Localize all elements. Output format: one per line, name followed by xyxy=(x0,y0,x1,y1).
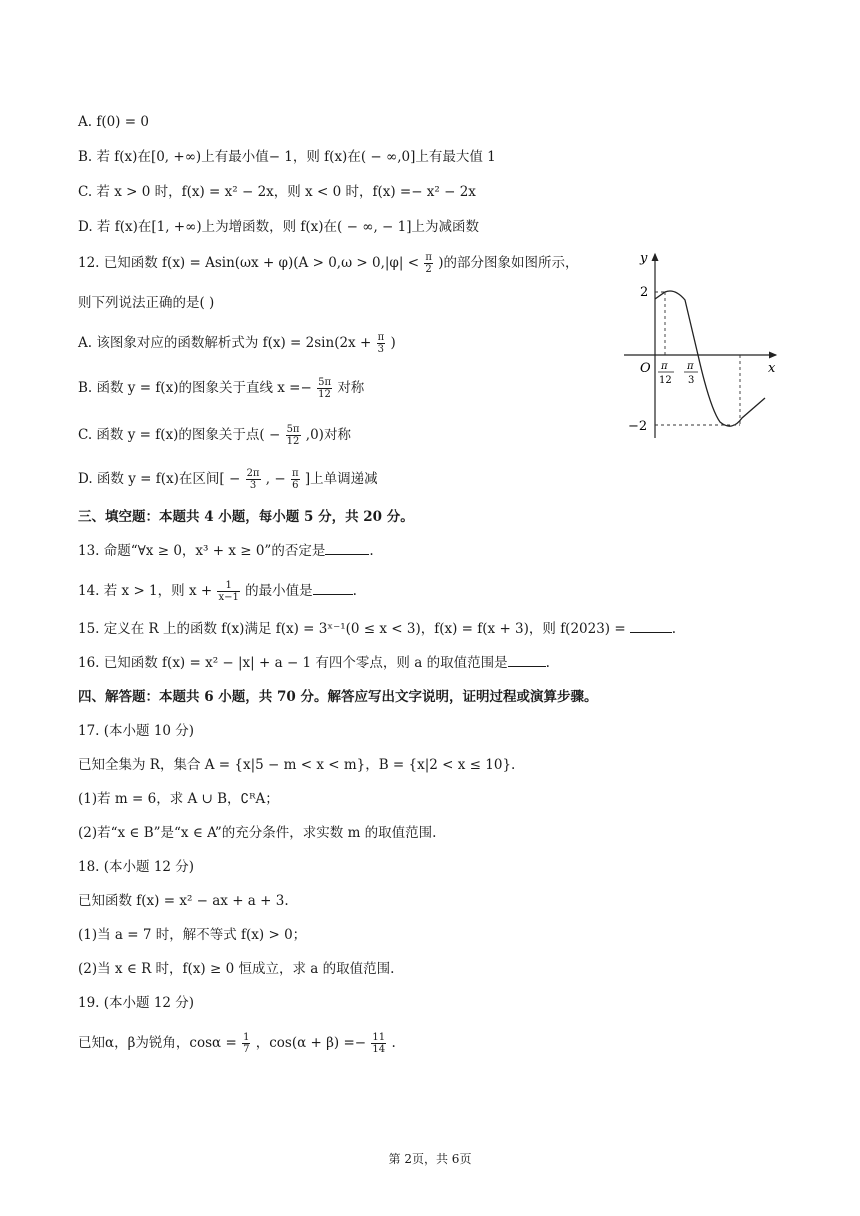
origin-label: O xyxy=(640,361,651,376)
fraction-numerator: 2π xyxy=(246,468,260,479)
q18-stem: 已知函数 f(x) = x² − ax + a + 3. xyxy=(78,893,289,909)
q17-part2: (2)若“x ∈ B”是“x ∈ A”的充分条件，求实数 m 的取值范围. xyxy=(78,825,437,841)
q16 xyxy=(78,654,550,672)
q19-fraction-1 xyxy=(242,1032,250,1055)
q14 xyxy=(78,580,357,603)
q12-stem-text-end: )的部分图象如图所示， xyxy=(438,255,579,271)
q13-answer-blank xyxy=(325,542,369,555)
q12-stem-text: 12. 已知函数 f(x) = Asin(ωx + φ)(A > 0,ω > 0,|φ| < xyxy=(78,255,420,271)
q15 xyxy=(78,620,676,638)
fraction-denominator: 2 xyxy=(425,264,432,275)
q19-text: 已知α，β为锐角，cosα = xyxy=(78,1035,237,1051)
q14-text-end: . xyxy=(352,583,357,599)
q13 xyxy=(78,542,374,560)
q15-text-end: . xyxy=(671,621,676,637)
q12-option-d-text-mid: , − xyxy=(265,471,286,487)
q12-stem-fraction xyxy=(424,252,433,275)
q12-option-c-text: C. 函数 y = f(x)的图象关于点( − xyxy=(78,427,281,443)
fraction-denominator: 14 xyxy=(372,1044,386,1055)
q18-part2: (2)当 x ∈ R 时，f(x) ≥ 0 恒成立，求 a 的取值范围. xyxy=(78,961,395,977)
fraction-denominator: 12 xyxy=(318,389,331,400)
q12-option-b-fraction xyxy=(317,377,332,400)
q12-option-d-text: D. 函数 y = f(x)在区间[ − xyxy=(78,471,241,487)
fraction-numerator: 5π xyxy=(318,377,332,388)
q12-stem-line2: 则下列说法正确的是( ) xyxy=(78,295,215,311)
q17-title: 17. (本小题 10 分) xyxy=(78,723,195,739)
q16-answer-blank xyxy=(508,654,546,667)
q12-option-d xyxy=(78,468,378,491)
tick1-den: 12 xyxy=(659,375,672,386)
q14-text: 14. 若 x > 1，则 x + xyxy=(78,583,213,599)
q19-stem xyxy=(78,1032,396,1055)
fraction-numerator: 1 xyxy=(243,1032,250,1043)
q15-answer-blank xyxy=(630,620,672,633)
page-footer: 第 2页，共 6页 xyxy=(388,1152,472,1166)
q18-part1: (1)当 a = 7 时，解不等式 f(x) > 0； xyxy=(78,927,307,943)
q17-part1: (1)若 m = 6，求 A ∪ B，∁ᴿA； xyxy=(78,791,279,807)
q12-option-a-fraction xyxy=(377,332,386,355)
fraction-numerator: π xyxy=(292,468,299,479)
q11-option-c: C. 若 x > 0 时，f(x) = x² − 2x，则 x < 0 时，f(x) =− x² − 2x xyxy=(78,184,476,200)
q12-option-b xyxy=(78,377,364,400)
q15-text: 15. 定义在 R 上的函数 f(x)满足 f(x) = 3ˣ⁻¹(0 ≤ x < 3)，f(x) = f(x + 3)，则 f(2023) = xyxy=(78,621,626,637)
q16-text-end: . xyxy=(545,655,550,671)
sine-curve xyxy=(655,291,765,426)
q11-option-b: B. 若 f(x)在[0, +∞)上有最小值− 1，则 f(x)在( − ∞,0]上有最大值 1 xyxy=(78,149,496,165)
q11-option-d: D. 若 f(x)在[1, +∞)上为增函数，则 f(x)在( − ∞, − 1]上为减函数 xyxy=(78,219,480,235)
q12-option-d-text-end: ]上单调递减 xyxy=(304,471,378,487)
fraction-denominator: x−1 xyxy=(218,592,239,603)
q11-option-a: A. f(0) = 0 xyxy=(78,114,149,130)
tick2-num: π xyxy=(687,361,694,372)
q18-title: 18. (本小题 12 分) xyxy=(78,859,195,875)
q13-text: 13. 命题“∀x ≥ 0，x³ + x ≥ 0”的否定是 xyxy=(78,543,326,559)
q12-option-a xyxy=(78,332,396,355)
sine-graph xyxy=(620,248,780,448)
tick1-num: π xyxy=(661,361,668,372)
fraction-numerator: 5π xyxy=(286,424,300,435)
q12-option-b-text: B. 函数 y = f(x)的图象关于直线 x =− xyxy=(78,380,312,396)
q14-text-post: 的最小值是 xyxy=(245,583,313,599)
q13-text-end: . xyxy=(369,543,374,559)
q12-stem xyxy=(78,252,578,275)
q12-option-a-text-end: ) xyxy=(390,335,396,351)
fraction-denominator: 12 xyxy=(286,436,300,447)
q12-option-d-fraction-1 xyxy=(246,468,261,491)
fraction-denominator: 7 xyxy=(243,1044,250,1055)
q14-fraction xyxy=(217,580,239,603)
tick2-den: 3 xyxy=(688,375,695,386)
q19-text-mid: ，cos(α + β) =− xyxy=(255,1035,367,1051)
q12-option-c xyxy=(78,424,351,447)
q19-text-end: . xyxy=(391,1035,396,1051)
q12-option-c-text-end: ,0)对称 xyxy=(305,427,351,443)
fraction-denominator: 6 xyxy=(292,480,299,491)
x-label: x xyxy=(768,361,776,376)
q19-title: 19. (本小题 12 分) xyxy=(78,995,195,1011)
q16-text: 16. 已知函数 f(x) = x² − |x| + a − 1 有四个零点，则 a 的取值范围是 xyxy=(78,655,508,671)
q12-option-b-text-end: 对称 xyxy=(337,380,365,396)
fraction-numerator: 11 xyxy=(372,1032,386,1043)
y-max-label: 2 xyxy=(640,285,649,300)
q19-fraction-2 xyxy=(371,1032,386,1055)
q17-stem: 已知全集为 R，集合 A = {x|5 − m < x < m}，B = {x|2 < x ≤ 10}. xyxy=(78,757,516,773)
fraction-denominator: 3 xyxy=(377,344,385,355)
fraction-denominator: 3 xyxy=(249,480,257,491)
y-min-label: −2 xyxy=(628,419,648,434)
q14-answer-blank xyxy=(313,582,353,595)
fraction-numerator: 1 xyxy=(217,580,239,592)
fraction-numerator: π xyxy=(377,332,385,343)
y-label: y xyxy=(640,251,648,266)
fraction-numerator: π xyxy=(425,252,432,263)
q12-option-d-fraction-2 xyxy=(291,468,300,491)
section4-heading: 四、解答题：本题共 6 小题，共 70 分。解答应写出文字说明，证明过程或演算步骤。 xyxy=(78,689,598,705)
q12-option-a-text: A. 该图象对应的函数解析式为 f(x) = 2sin(2x + xyxy=(78,335,372,351)
q12-option-c-fraction xyxy=(286,424,301,447)
section3-heading: 三、填空题：本题共 4 小题，每小题 5 分，共 20 分。 xyxy=(78,509,414,525)
